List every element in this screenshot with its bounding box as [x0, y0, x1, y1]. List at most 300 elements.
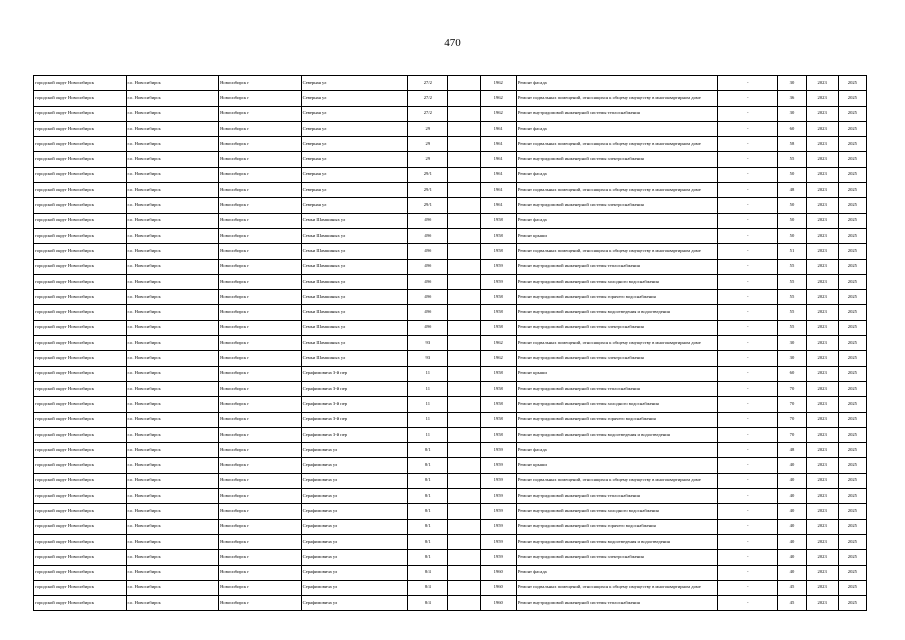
table-row	[34, 519, 867, 534]
street-cell: Северная ул	[301, 137, 408, 152]
work-type-cell: Ремонт внутридомовой инженерной системы теплоснабжения	[516, 489, 717, 504]
house-number-cell: 8/1	[408, 489, 448, 504]
house-number-cell: 8/1	[408, 504, 448, 519]
start-year-cell: 2023	[806, 397, 838, 412]
table-row	[34, 152, 867, 167]
work-type-cell: Ремонт внутридомовой инженерной системы электроснабжения	[516, 152, 717, 167]
municipality-cell: городской округ Новосибирск	[34, 183, 127, 198]
start-year-cell: 2023	[806, 76, 838, 91]
start-year-cell: 2023	[806, 427, 838, 442]
value-cell: 60	[778, 366, 806, 381]
end-year-cell: 2025	[838, 427, 866, 442]
city-cell: Новосибирск г	[219, 274, 301, 289]
municipality-cell: городской округ Новосибирск	[34, 305, 127, 320]
start-year-cell: 2023	[806, 121, 838, 136]
value-cell: 50	[778, 228, 806, 243]
value-cell: 40	[778, 458, 806, 473]
value-cell: 55	[778, 320, 806, 335]
house-number-cell: 29	[408, 121, 448, 136]
house-number-cell: 8/1	[408, 550, 448, 565]
value-cell: 55	[778, 305, 806, 320]
start-year-cell: 2023	[806, 167, 838, 182]
value-cell: 50	[778, 198, 806, 213]
year-cell	[448, 290, 480, 305]
work-type-cell: Ремонт внутридомовой инженерной системы водоотведения и водоотведения	[516, 305, 717, 320]
city-cell: Новосибирск г	[219, 412, 301, 427]
empty-cell: 1960	[480, 596, 516, 611]
year-cell	[448, 76, 480, 91]
district-cell: г.о. Новосибирск	[126, 336, 219, 351]
year-cell	[448, 473, 480, 488]
value-cell: 30	[778, 336, 806, 351]
municipality-cell: городской округ Новосибирск	[34, 91, 127, 106]
city-cell: Новосибирск г	[219, 167, 301, 182]
district-cell: г.о. Новосибирск	[126, 534, 219, 549]
dash-cell: -	[718, 228, 778, 243]
house-number-cell: 49б	[408, 259, 448, 274]
street-cell: Серафимовича ул	[301, 550, 408, 565]
work-type-cell: Ремонт крыши	[516, 458, 717, 473]
empty-cell: 1961	[480, 198, 516, 213]
end-year-cell: 2025	[838, 443, 866, 458]
work-type-cell: Ремонт внутридомовой инженерной системы холодного водоснабжения	[516, 504, 717, 519]
end-year-cell: 2025	[838, 244, 866, 259]
year-cell	[448, 137, 480, 152]
end-year-cell: 2025	[838, 397, 866, 412]
end-year-cell: 2025	[838, 519, 866, 534]
district-cell: г.о. Новосибирск	[126, 213, 219, 228]
municipality-cell: городской округ Новосибирск	[34, 152, 127, 167]
table-row	[34, 91, 867, 106]
start-year-cell: 2023	[806, 183, 838, 198]
year-cell	[448, 381, 480, 396]
work-type-cell: Ремонт внутридомовой инженерной системы электроснабжения	[516, 320, 717, 335]
empty-cell: 1960	[480, 580, 516, 595]
dash-cell: -	[718, 427, 778, 442]
street-cell: Серафимовича ул	[301, 489, 408, 504]
empty-cell: 1959	[480, 458, 516, 473]
house-number-cell: 27/2	[408, 76, 448, 91]
district-cell: г.о. Новосибирск	[126, 290, 219, 305]
value-cell: 70	[778, 412, 806, 427]
start-year-cell: 2023	[806, 305, 838, 320]
district-cell: г.о. Новосибирск	[126, 381, 219, 396]
street-cell: Серафимовича ул	[301, 504, 408, 519]
city-cell: Новосибирск г	[219, 213, 301, 228]
empty-cell: 1958	[480, 397, 516, 412]
district-cell: г.о. Новосибирск	[126, 550, 219, 565]
table-row	[34, 244, 867, 259]
start-year-cell: 2023	[806, 91, 838, 106]
work-type-cell: Ремонт фасада	[516, 443, 717, 458]
district-cell: г.о. Новосибирск	[126, 565, 219, 580]
year-cell	[448, 534, 480, 549]
street-cell: Серафимовича 3-й пер	[301, 397, 408, 412]
district-cell: г.о. Новосибирск	[126, 504, 219, 519]
end-year-cell: 2025	[838, 412, 866, 427]
value-cell: 40	[778, 504, 806, 519]
table-row	[34, 504, 867, 519]
year-cell	[448, 244, 480, 259]
year-cell	[448, 519, 480, 534]
municipality-cell: городской округ Новосибирск	[34, 534, 127, 549]
value-cell: 40	[778, 550, 806, 565]
municipality-cell: городской округ Новосибирск	[34, 106, 127, 121]
street-cell: Серафимовича ул	[301, 534, 408, 549]
start-year-cell: 2023	[806, 290, 838, 305]
table-row	[34, 580, 867, 595]
work-type-cell: Ремонт внутридомовой инженерной системы горячего водоснабжения	[516, 290, 717, 305]
street-cell: Семьи Шамшиных ул	[301, 320, 408, 335]
table-row	[34, 351, 867, 366]
start-year-cell: 2023	[806, 504, 838, 519]
city-cell: Новосибирск г	[219, 397, 301, 412]
work-type-cell: Ремонт внутридомовой инженерной системы теплоснабжения	[516, 596, 717, 611]
city-cell: Новосибирск г	[219, 244, 301, 259]
empty-cell: 1962	[480, 76, 516, 91]
end-year-cell: 2025	[838, 550, 866, 565]
year-cell	[448, 228, 480, 243]
work-type-cell: Ремонт внутридомовой инженерной системы теплоснабжения	[516, 381, 717, 396]
year-cell	[448, 213, 480, 228]
end-year-cell: 2025	[838, 320, 866, 335]
dash-cell: -	[718, 351, 778, 366]
value-cell: 55	[778, 274, 806, 289]
year-cell	[448, 504, 480, 519]
street-cell: Семьи Шамшиных ул	[301, 244, 408, 259]
dash-cell: -	[718, 458, 778, 473]
work-type-cell: Ремонт внутридомовой инженерной системы водоотведения и водоотведения	[516, 427, 717, 442]
city-cell: Новосибирск г	[219, 565, 301, 580]
empty-cell: 1958	[480, 213, 516, 228]
dash-cell: -	[718, 519, 778, 534]
municipality-cell: городской округ Новосибирск	[34, 320, 127, 335]
dash-cell: -	[718, 290, 778, 305]
start-year-cell: 2023	[806, 274, 838, 289]
house-number-cell: 11	[408, 381, 448, 396]
start-year-cell: 2023	[806, 550, 838, 565]
start-year-cell: 2023	[806, 137, 838, 152]
district-cell: г.о. Новосибирск	[126, 121, 219, 136]
city-cell: Новосибирск г	[219, 320, 301, 335]
district-cell: г.о. Новосибирск	[126, 580, 219, 595]
work-type-cell: Ремонт крыши	[516, 228, 717, 243]
end-year-cell: 2025	[838, 596, 866, 611]
year-cell	[448, 443, 480, 458]
start-year-cell: 2023	[806, 596, 838, 611]
empty-cell: 1958	[480, 381, 516, 396]
house-number-cell: 8/1	[408, 443, 448, 458]
district-cell: г.о. Новосибирск	[126, 152, 219, 167]
start-year-cell: 2023	[806, 489, 838, 504]
work-type-cell: Ремонт внутридомовой инженерной системы водоотведения и водоотведения	[516, 534, 717, 549]
dash-cell: -	[718, 366, 778, 381]
work-type-cell: Ремонт внутридомовой инженерной системы теплоснабжения	[516, 259, 717, 274]
value-cell: 48	[778, 183, 806, 198]
year-cell	[448, 596, 480, 611]
district-cell: г.о. Новосибирск	[126, 397, 219, 412]
repair-schedule-table	[33, 75, 867, 611]
table-row	[34, 412, 867, 427]
district-cell: г.о. Новосибирск	[126, 427, 219, 442]
page-number: 470	[444, 37, 461, 49]
table-row	[34, 137, 867, 152]
end-year-cell: 2025	[838, 152, 866, 167]
year-cell	[448, 167, 480, 182]
work-type-cell: Ремонт внутридомовой инженерной системы холодного водоснабжения	[516, 397, 717, 412]
empty-cell: 1959	[480, 519, 516, 534]
value-cell: 30	[778, 351, 806, 366]
dash-cell: -	[718, 183, 778, 198]
city-cell: Новосибирск г	[219, 596, 301, 611]
municipality-cell: городской округ Новосибирск	[34, 121, 127, 136]
work-type-cell: Ремонт подвальных помещений, относящихся к общему имуществу в многоквартирном доме	[516, 580, 717, 595]
value-cell: 60	[778, 121, 806, 136]
street-cell: Семьи Шамшиных ул	[301, 228, 408, 243]
start-year-cell: 2023	[806, 381, 838, 396]
table-row	[34, 167, 867, 182]
municipality-cell: городской округ Новосибирск	[34, 443, 127, 458]
city-cell: Новосибирск г	[219, 305, 301, 320]
city-cell: Новосибирск г	[219, 198, 301, 213]
city-cell: Новосибирск г	[219, 228, 301, 243]
municipality-cell: городской округ Новосибирск	[34, 213, 127, 228]
municipality-cell: городской округ Новосибирск	[34, 596, 127, 611]
district-cell: г.о. Новосибирск	[126, 91, 219, 106]
city-cell: Новосибирск г	[219, 106, 301, 121]
house-number-cell: 27/2	[408, 106, 448, 121]
street-cell: Семьи Шамшиных ул	[301, 259, 408, 274]
dash-cell: -	[718, 76, 778, 91]
end-year-cell: 2025	[838, 91, 866, 106]
year-cell	[448, 152, 480, 167]
empty-cell: 1959	[480, 473, 516, 488]
value-cell: 55	[778, 290, 806, 305]
start-year-cell: 2023	[806, 580, 838, 595]
end-year-cell: 2025	[838, 290, 866, 305]
house-number-cell: 49б	[408, 274, 448, 289]
work-type-cell: Ремонт внутридомовой инженерной системы горячего водоснабжения	[516, 519, 717, 534]
empty-cell: 1962	[480, 106, 516, 121]
street-cell: Семьи Шамшиных ул	[301, 351, 408, 366]
house-number-cell: 8/4	[408, 565, 448, 580]
value-cell: 40	[778, 473, 806, 488]
table-row	[34, 76, 867, 91]
end-year-cell: 2025	[838, 259, 866, 274]
house-number-cell: 49б	[408, 244, 448, 259]
municipality-cell: городской округ Новосибирск	[34, 228, 127, 243]
empty-cell: 1958	[480, 427, 516, 442]
dash-cell: -	[718, 137, 778, 152]
house-number-cell: 8/4	[408, 580, 448, 595]
district-cell: г.о. Новосибирск	[126, 198, 219, 213]
end-year-cell: 2025	[838, 489, 866, 504]
city-cell: Новосибирск г	[219, 458, 301, 473]
value-cell: 55	[778, 259, 806, 274]
start-year-cell: 2023	[806, 519, 838, 534]
city-cell: Новосибирск г	[219, 76, 301, 91]
district-cell: г.о. Новосибирск	[126, 489, 219, 504]
municipality-cell: городской округ Новосибирск	[34, 198, 127, 213]
district-cell: г.о. Новосибирск	[126, 443, 219, 458]
end-year-cell: 2025	[838, 183, 866, 198]
house-number-cell: 11	[408, 427, 448, 442]
table-row	[34, 106, 867, 121]
work-type-cell: Ремонт подвальных помещений, относящихся к общему имуществу в многоквартирном доме	[516, 244, 717, 259]
year-cell	[448, 458, 480, 473]
dash-cell: -	[718, 596, 778, 611]
street-cell: Северная ул	[301, 76, 408, 91]
value-cell: 40	[778, 565, 806, 580]
district-cell: г.о. Новосибирск	[126, 473, 219, 488]
work-type-cell: Ремонт фасада	[516, 565, 717, 580]
municipality-cell: городской округ Новосибирск	[34, 519, 127, 534]
street-cell: Серафимовича 3-й пер	[301, 412, 408, 427]
district-cell: г.о. Новосибирск	[126, 458, 219, 473]
year-cell	[448, 550, 480, 565]
value-cell: 51	[778, 244, 806, 259]
city-cell: Новосибирск г	[219, 121, 301, 136]
dash-cell: -	[718, 412, 778, 427]
end-year-cell: 2025	[838, 106, 866, 121]
house-number-cell: 27/2	[408, 91, 448, 106]
municipality-cell: городской округ Новосибирск	[34, 580, 127, 595]
value-cell: 70	[778, 397, 806, 412]
work-type-cell: Ремонт подвальных помещений, относящихся к общему имуществу в многоквартирном доме	[516, 473, 717, 488]
end-year-cell: 2025	[838, 137, 866, 152]
year-cell	[448, 106, 480, 121]
empty-cell: 1962	[480, 351, 516, 366]
empty-cell: 1958	[480, 244, 516, 259]
street-cell: Серафимовича ул	[301, 580, 408, 595]
street-cell: Северная ул	[301, 91, 408, 106]
table-row	[34, 366, 867, 381]
house-number-cell: 93	[408, 351, 448, 366]
empty-cell: 1958	[480, 366, 516, 381]
district-cell: г.о. Новосибирск	[126, 137, 219, 152]
street-cell: Северная ул	[301, 121, 408, 136]
city-cell: Новосибирск г	[219, 504, 301, 519]
value-cell: 36	[778, 91, 806, 106]
street-cell: Серафимовича 3-й пер	[301, 366, 408, 381]
city-cell: Новосибирск г	[219, 336, 301, 351]
dash-cell: -	[718, 565, 778, 580]
street-cell: Северная ул	[301, 183, 408, 198]
street-cell: Серафимовича 3-й пер	[301, 427, 408, 442]
table-row	[34, 458, 867, 473]
empty-cell: 1962	[480, 91, 516, 106]
city-cell: Новосибирск г	[219, 366, 301, 381]
dash-cell: -	[718, 320, 778, 335]
table-row	[34, 320, 867, 335]
dash-cell: -	[718, 244, 778, 259]
year-cell	[448, 427, 480, 442]
municipality-cell: городской округ Новосибирск	[34, 458, 127, 473]
municipality-cell: городской округ Новосибирск	[34, 336, 127, 351]
house-number-cell: 8/1	[408, 458, 448, 473]
year-cell	[448, 366, 480, 381]
house-number-cell: 11	[408, 397, 448, 412]
end-year-cell: 2025	[838, 565, 866, 580]
work-type-cell: Ремонт внутридомовой инженерной системы холодного водоснабжения	[516, 274, 717, 289]
dash-cell: -	[718, 397, 778, 412]
year-cell	[448, 489, 480, 504]
work-type-cell: Ремонт подвальных помещений, относящихся к общему имуществу в многоквартирном доме	[516, 183, 717, 198]
street-cell: Северная ул	[301, 152, 408, 167]
value-cell: 30	[778, 106, 806, 121]
city-cell: Новосибирск г	[219, 152, 301, 167]
municipality-cell: городской округ Новосибирск	[34, 550, 127, 565]
start-year-cell: 2023	[806, 213, 838, 228]
municipality-cell: городской округ Новосибирск	[34, 504, 127, 519]
municipality-cell: городской округ Новосибирск	[34, 489, 127, 504]
dash-cell: -	[718, 336, 778, 351]
city-cell: Новосибирск г	[219, 519, 301, 534]
empty-cell: 1958	[480, 320, 516, 335]
street-cell: Семьи Шамшиных ул	[301, 213, 408, 228]
end-year-cell: 2025	[838, 305, 866, 320]
start-year-cell: 2023	[806, 366, 838, 381]
end-year-cell: 2025	[838, 381, 866, 396]
table-row	[34, 198, 867, 213]
table-row	[34, 427, 867, 442]
end-year-cell: 2025	[838, 580, 866, 595]
street-cell: Серафимовича ул	[301, 473, 408, 488]
end-year-cell: 2025	[838, 534, 866, 549]
table-row	[34, 596, 867, 611]
district-cell: г.о. Новосибирск	[126, 351, 219, 366]
city-cell: Новосибирск г	[219, 534, 301, 549]
house-number-cell: 8/1	[408, 473, 448, 488]
table-row	[34, 381, 867, 396]
district-cell: г.о. Новосибирск	[126, 320, 219, 335]
municipality-cell: городской округ Новосибирск	[34, 427, 127, 442]
end-year-cell: 2025	[838, 198, 866, 213]
table-row	[34, 305, 867, 320]
street-cell: Серафимовича ул	[301, 565, 408, 580]
street-cell: Серафимовича 3-й пер	[301, 381, 408, 396]
city-cell: Новосибирск г	[219, 443, 301, 458]
start-year-cell: 2023	[806, 228, 838, 243]
empty-cell: 1958	[480, 412, 516, 427]
dash-cell: -	[718, 473, 778, 488]
work-type-cell: Ремонт внутридомовой инженерной системы горячего водоснабжения	[516, 412, 717, 427]
value-cell: 30	[778, 76, 806, 91]
municipality-cell: городской округ Новосибирск	[34, 473, 127, 488]
district-cell: г.о. Новосибирск	[126, 167, 219, 182]
value-cell: 40	[778, 489, 806, 504]
street-cell: Северная ул	[301, 106, 408, 121]
table-row	[34, 473, 867, 488]
city-cell: Новосибирск г	[219, 351, 301, 366]
start-year-cell: 2023	[806, 351, 838, 366]
year-cell	[448, 198, 480, 213]
value-cell: 55	[778, 152, 806, 167]
city-cell: Новосибирск г	[219, 137, 301, 152]
municipality-cell: городской округ Новосибирск	[34, 274, 127, 289]
empty-cell: 1959	[480, 259, 516, 274]
table-row	[34, 228, 867, 243]
year-cell	[448, 336, 480, 351]
value-cell: 40	[778, 519, 806, 534]
house-number-cell: 29	[408, 152, 448, 167]
house-number-cell: 49б	[408, 213, 448, 228]
end-year-cell: 2025	[838, 228, 866, 243]
table-row	[34, 565, 867, 580]
street-cell: Серафимовича ул	[301, 458, 408, 473]
city-cell: Новосибирск г	[219, 550, 301, 565]
municipality-cell: городской округ Новосибирск	[34, 565, 127, 580]
